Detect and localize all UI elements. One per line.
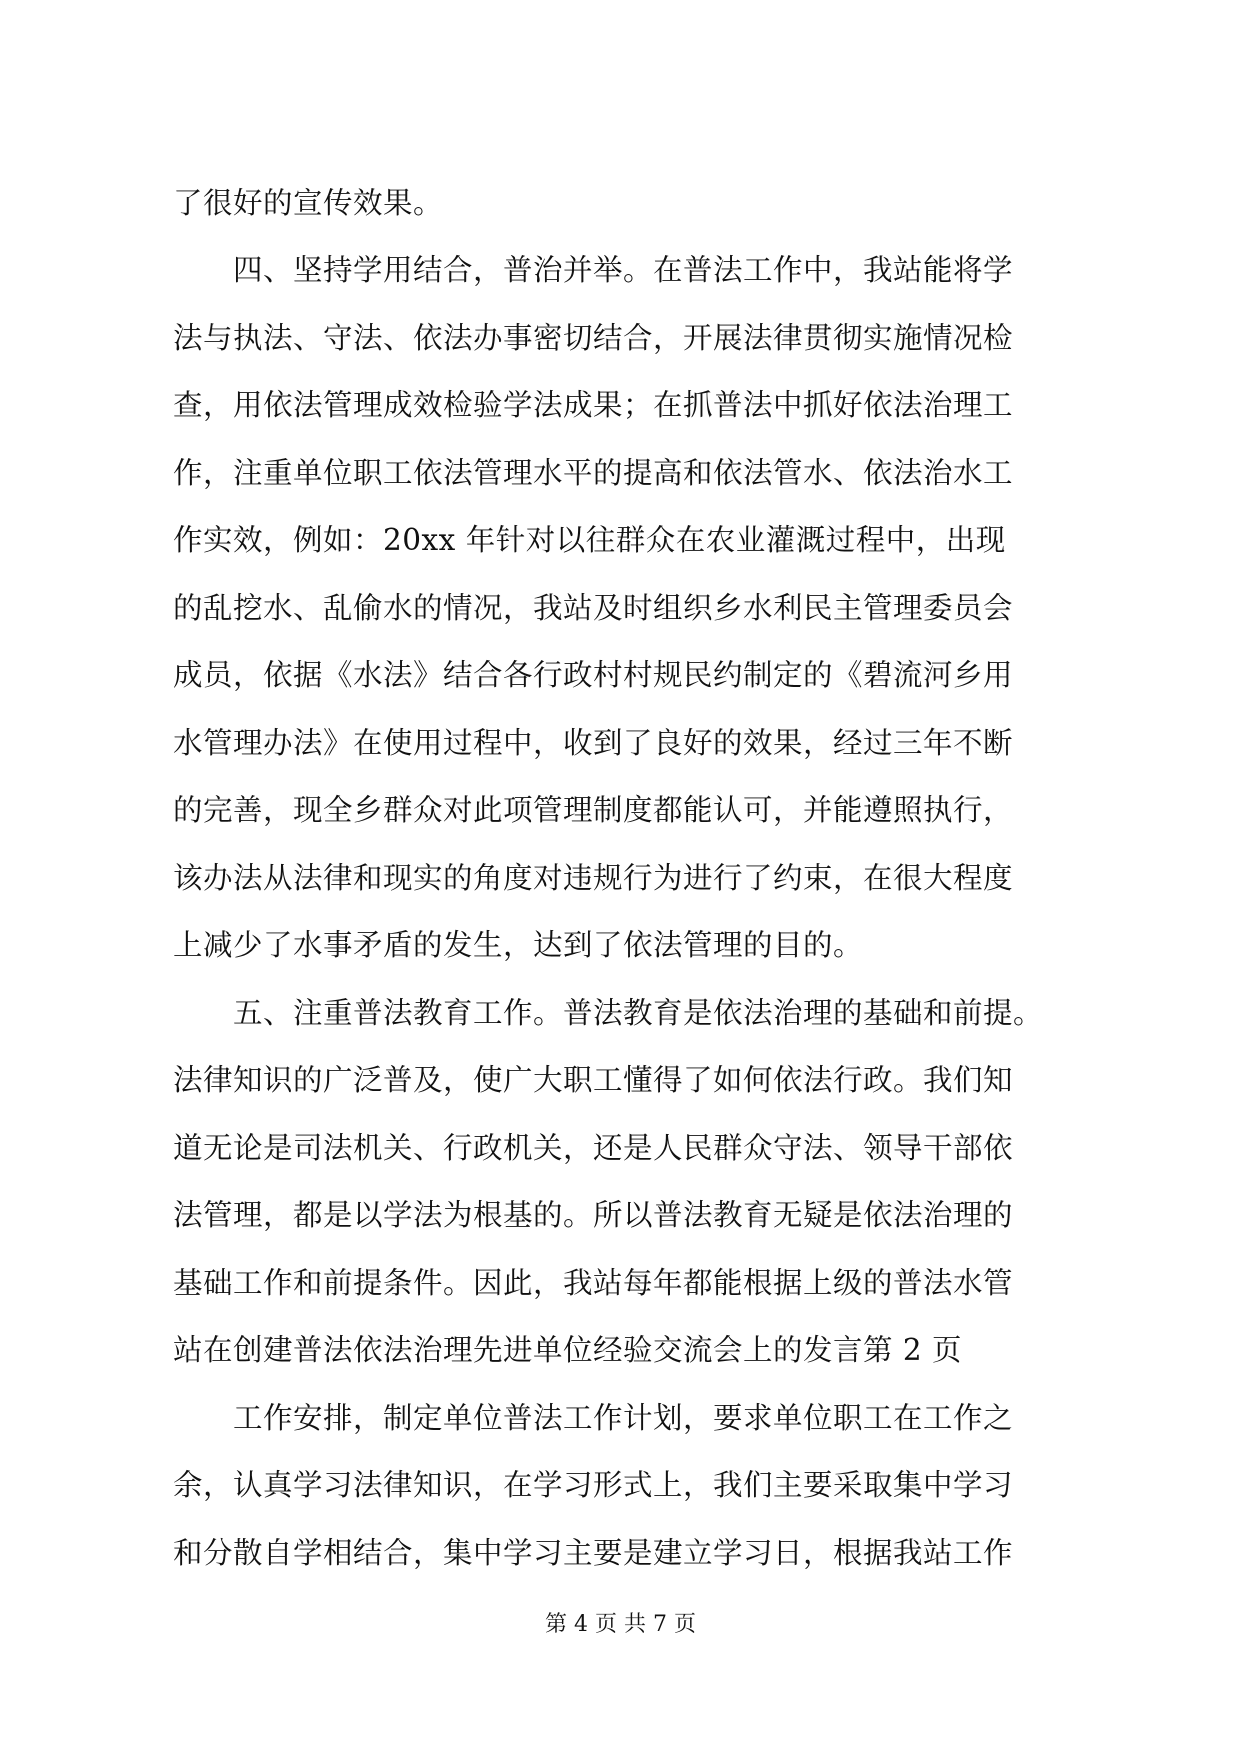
- text-line: 基础工作和前提条件。因此，我站每年都能根据上级的普法水管: [173, 1266, 1014, 1300]
- text-line: 了很好的宣传效果。: [173, 186, 444, 220]
- text-line: 水管理办法》在使用过程中，收到了良好的效果，经过三年不断: [173, 726, 1014, 760]
- text-line: 查，用依法管理成效检验学法成果；在抓普法中抓好依法治理工: [173, 388, 1014, 422]
- text-line: 法管理，都是以学法为根基的。所以普法教育无疑是依法治理的: [173, 1198, 1014, 1232]
- text-line: 站在创建普法依法治理先进单位经验交流会上的发言第 2 页: [173, 1333, 963, 1367]
- text-line: 四、坚持学用结合，普治并举。在普法工作中，我站能将学: [173, 253, 1014, 287]
- text-line: 的完善，现全乡群众对此项管理制度都能认可，并能遵照执行，: [173, 793, 1014, 827]
- text-line: 五、注重普法教育工作。普法教育是依法治理的基础和前提。: [173, 996, 1044, 1030]
- page-footer: 第 4 页 共 7 页: [545, 1612, 696, 1637]
- text-line: 作实效，例如：20xx 年针对以往群众在农业灌溉过程中，出现: [173, 523, 1006, 557]
- text-line: 的乱挖水、乱偷水的情况，我站及时组织乡水利民主管理委员会: [173, 591, 1014, 625]
- text-line: 该办法从法律和现实的角度对违规行为进行了约束，在很大程度: [173, 861, 1014, 895]
- text-line: 作，注重单位职工依法管理水平的提高和依法管水、依法治水工: [173, 456, 1014, 490]
- text-line: 法律知识的广泛普及，使广大职工懂得了如何依法行政。我们知: [173, 1063, 1014, 1097]
- text-line: 成员，依据《水法》结合各行政村村规民约制定的《碧流河乡用: [173, 658, 1014, 692]
- text-line: 法与执法、守法、依法办事密切结合，开展法律贯彻实施情况检: [173, 321, 1014, 355]
- text-line: 和分散自学相结合，集中学习主要是建立学习日，根据我站工作: [173, 1536, 1014, 1570]
- text-line: 余，认真学习法律知识，在学习形式上，我们主要采取集中学习: [173, 1468, 1014, 1502]
- text-line: 道无论是司法机关、行政机关，还是人民群众守法、领导干部依: [173, 1131, 1014, 1165]
- text-line: 上减少了水事矛盾的发生，达到了依法管理的目的。: [173, 928, 864, 962]
- text-line: 工作安排，制定单位普法工作计划，要求单位职工在工作之: [173, 1401, 1014, 1435]
